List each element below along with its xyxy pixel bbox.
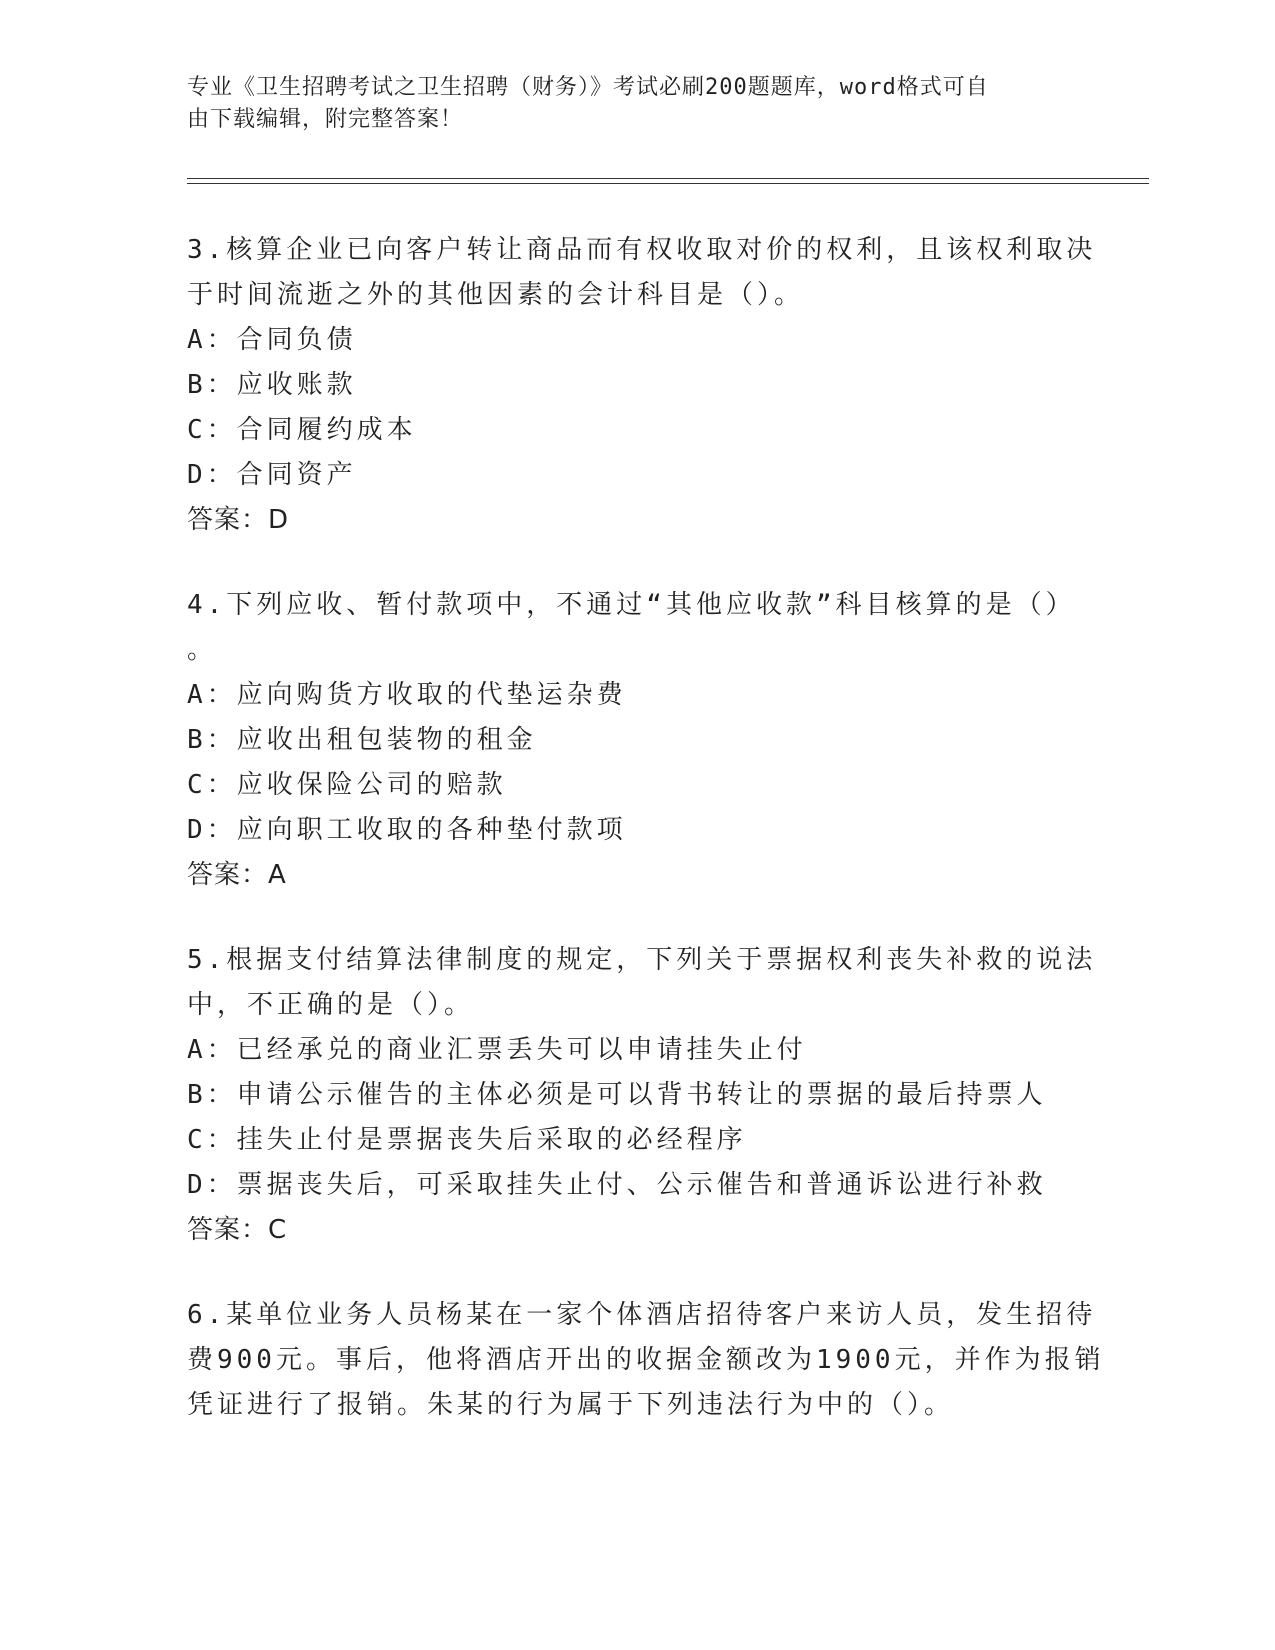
document-header	[187, 72, 1067, 136]
answer-line: 答案：C	[187, 1215, 288, 1245]
question-stem-line: 5.根据支付结算法律制度的规定，下列关于票据权利丧失补救的说法	[187, 945, 1097, 975]
question-list	[187, 228, 1105, 1468]
question-stem-line: 3.核算企业已向客户转让商品而有权收取对价的权利，且该权利取决	[187, 235, 1097, 265]
option-a: A：已经承兑的商业汇票丢失可以申请挂失止付	[187, 1035, 807, 1065]
option-a: A：合同负债	[187, 325, 357, 355]
question-stem-line: 于时间流逝之外的其他因素的会计科目是（）。	[187, 280, 805, 310]
option-a: A：应向购货方收取的代垫运杂费	[187, 680, 627, 710]
header-line-1: 专业《卫生招聘考试之卫生招聘（财务）》考试必刷200题题库，word格式可自	[187, 75, 989, 100]
question-3	[187, 228, 1097, 543]
header-line-2: 由下载编辑，附完整答案！	[187, 107, 464, 132]
question-4	[187, 583, 1087, 898]
answer-line: 答案：D	[187, 505, 290, 535]
option-c: C：合同履约成本	[187, 415, 417, 445]
option-c: C：应收保险公司的赔款	[187, 770, 507, 800]
question-stem-line: 凭证进行了报销。朱某的行为属于下列违法行为中的（）。	[187, 1390, 955, 1420]
question-6	[187, 1293, 1105, 1428]
header-divider	[187, 178, 1149, 184]
question-stem-line: 4.下列应收、暂付款项中，不通过“其他应收款”科目核算的是（）	[187, 590, 1076, 620]
option-d: D：应向职工收取的各种垫付款项	[187, 815, 627, 845]
question-stem-line: 。	[187, 635, 218, 665]
option-d: D：票据丧失后，可采取挂失止付、公示催告和普通诉讼进行补救	[187, 1170, 1047, 1200]
question-stem-line: 中，不正确的是（）。	[187, 990, 475, 1020]
option-d: D：合同资产	[187, 460, 357, 490]
question-stem-line: 费900元。事后，他将酒店开出的收据金额改为1900元，并作为报销	[187, 1345, 1105, 1375]
option-b: B：应收账款	[187, 370, 357, 400]
question-5	[187, 938, 1097, 1253]
option-b: B：应收出租包装物的租金	[187, 725, 537, 755]
option-b: B：申请公示催告的主体必须是可以背书转让的票据的最后持票人	[187, 1080, 1047, 1110]
option-c: C：挂失止付是票据丧失后采取的必经程序	[187, 1125, 747, 1155]
answer-line: 答案：A	[187, 860, 287, 890]
question-stem-line: 6.某单位业务人员杨某在一家个体酒店招待客户来访人员，发生招待	[187, 1300, 1097, 1330]
